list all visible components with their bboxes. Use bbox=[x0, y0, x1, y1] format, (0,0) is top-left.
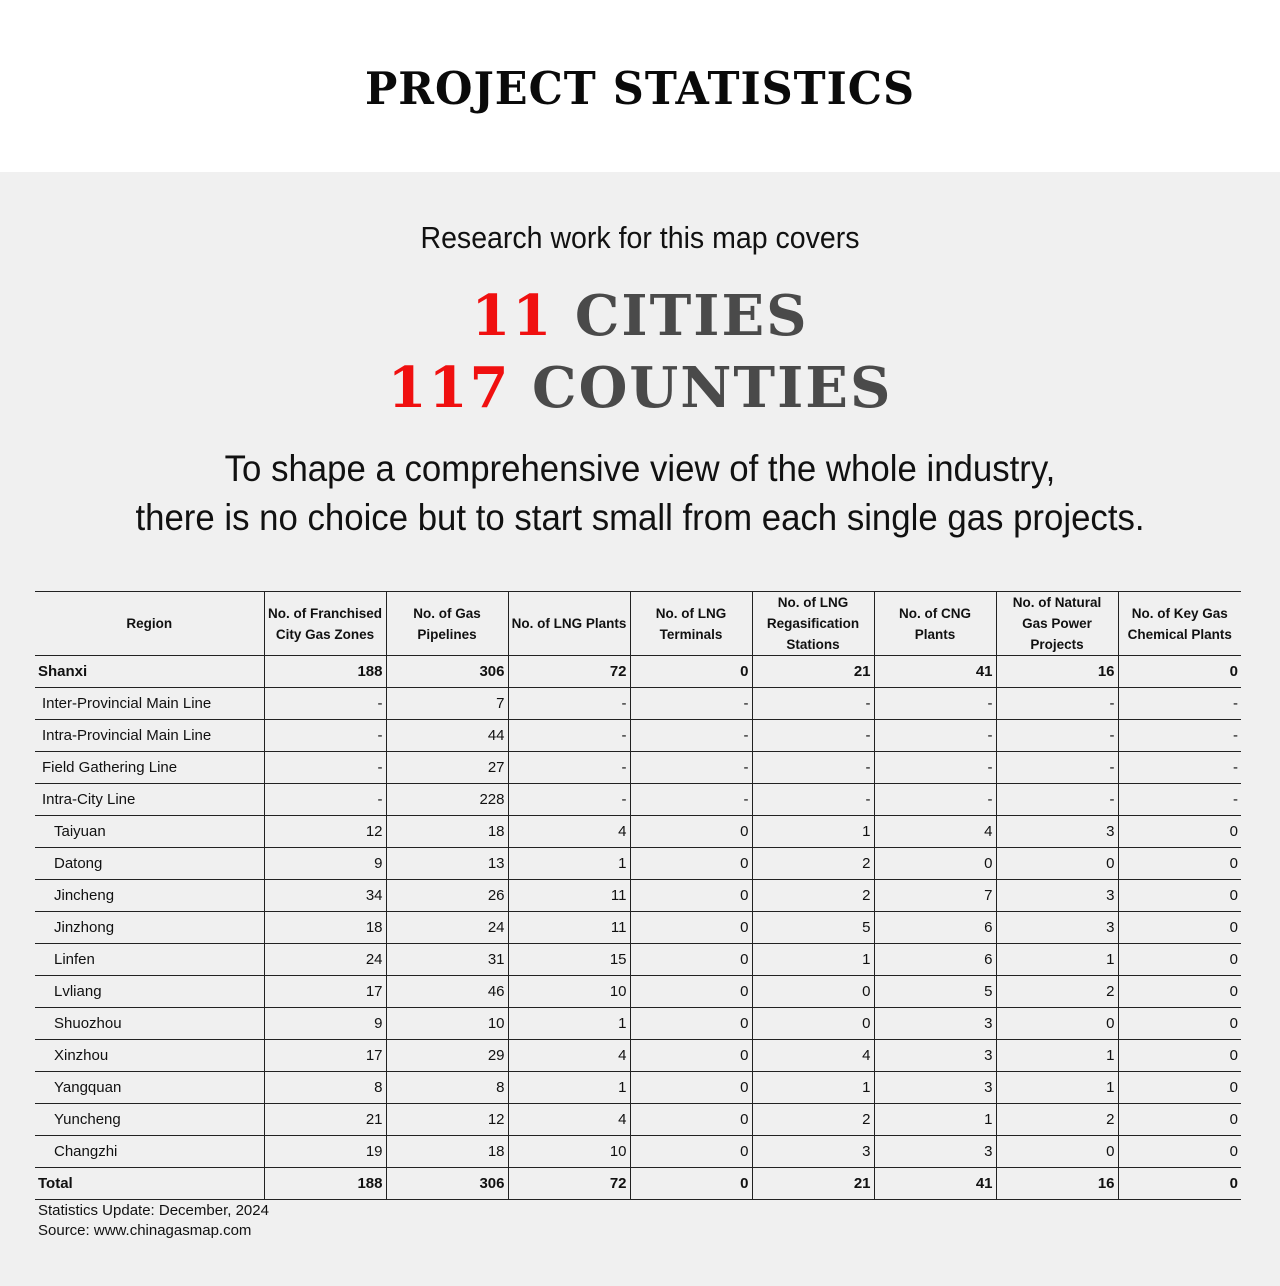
value-cell: 29 bbox=[386, 1040, 508, 1072]
column-header: No. of LNG Terminals bbox=[630, 592, 752, 656]
table-row bbox=[35, 816, 1241, 848]
value-cell: - bbox=[264, 752, 386, 784]
value-cell: 1 bbox=[752, 1072, 874, 1104]
region-cell: Inter-Provincial Main Line bbox=[35, 688, 264, 720]
table-row bbox=[35, 720, 1241, 752]
value-cell: 0 bbox=[630, 1072, 752, 1104]
value-cell: 8 bbox=[264, 1072, 386, 1104]
value-cell: 6 bbox=[874, 944, 996, 976]
value-cell: 0 bbox=[630, 1008, 752, 1040]
column-header: No. of Natural Gas Power Projects bbox=[996, 592, 1118, 656]
value-cell: 0 bbox=[630, 944, 752, 976]
value-cell: 0 bbox=[996, 848, 1118, 880]
coverage-lead-text: Research work for this map covers bbox=[420, 220, 860, 255]
value-cell: - bbox=[630, 720, 752, 752]
counties-label: COUNTIES bbox=[532, 355, 893, 421]
value-cell: 0 bbox=[1118, 1136, 1241, 1168]
value-cell: 41 bbox=[874, 1168, 996, 1200]
value-cell: 11 bbox=[508, 912, 630, 944]
value-cell: 2 bbox=[752, 880, 874, 912]
value-cell: - bbox=[752, 720, 874, 752]
value-cell: 306 bbox=[386, 1168, 508, 1200]
value-cell: 0 bbox=[996, 1008, 1118, 1040]
value-cell: 3 bbox=[996, 912, 1118, 944]
value-cell: 3 bbox=[874, 1136, 996, 1168]
mission-line-1: To shape a comprehensive view of the whole industry, bbox=[224, 448, 1056, 489]
value-cell: 0 bbox=[1118, 1008, 1241, 1040]
value-cell: 0 bbox=[996, 1136, 1118, 1168]
value-cell: 16 bbox=[996, 656, 1118, 688]
value-cell: - bbox=[752, 752, 874, 784]
value-cell: 7 bbox=[874, 880, 996, 912]
region-cell: Field Gathering Line bbox=[35, 752, 264, 784]
value-cell: 17 bbox=[264, 976, 386, 1008]
value-cell: 2 bbox=[996, 1104, 1118, 1136]
region-cell: Shanxi bbox=[35, 656, 264, 688]
column-header: No. of Gas Pipelines bbox=[386, 592, 508, 656]
page-header bbox=[0, 0, 1280, 172]
mission-statement bbox=[0, 444, 1280, 542]
value-cell: 0 bbox=[1118, 816, 1241, 848]
column-header: No. of LNG Plants bbox=[508, 592, 630, 656]
table-row bbox=[35, 976, 1241, 1008]
region-cell: Linfen bbox=[35, 944, 264, 976]
region-cell: Changzhi bbox=[35, 1136, 264, 1168]
value-cell: 15 bbox=[508, 944, 630, 976]
column-header: Region bbox=[35, 592, 264, 656]
value-cell: 24 bbox=[264, 944, 386, 976]
update-note: Statistics Update: December, 2024 bbox=[38, 1202, 269, 1219]
value-cell: 1 bbox=[508, 1072, 630, 1104]
value-cell: 0 bbox=[630, 976, 752, 1008]
value-cell: - bbox=[752, 784, 874, 816]
value-cell: 0 bbox=[630, 656, 752, 688]
counties-count bbox=[0, 355, 1280, 421]
value-cell: 3 bbox=[752, 1136, 874, 1168]
value-cell: - bbox=[264, 784, 386, 816]
value-cell: 10 bbox=[508, 1136, 630, 1168]
value-cell: - bbox=[508, 688, 630, 720]
value-cell: 1 bbox=[752, 944, 874, 976]
source-note: Source: www.chinagasmap.com bbox=[38, 1222, 252, 1239]
value-cell: 18 bbox=[386, 816, 508, 848]
value-cell: 24 bbox=[386, 912, 508, 944]
value-cell: - bbox=[264, 720, 386, 752]
table-row bbox=[35, 848, 1241, 880]
value-cell: 2 bbox=[752, 1104, 874, 1136]
value-cell: 26 bbox=[386, 880, 508, 912]
value-cell: 0 bbox=[1118, 1072, 1241, 1104]
value-cell: 1 bbox=[996, 944, 1118, 976]
value-cell: 2 bbox=[996, 976, 1118, 1008]
statistics-panel bbox=[0, 172, 1280, 1286]
value-cell: 0 bbox=[630, 1168, 752, 1200]
value-cell: 72 bbox=[508, 656, 630, 688]
value-cell: 0 bbox=[630, 848, 752, 880]
table-row bbox=[35, 912, 1241, 944]
value-cell: 0 bbox=[630, 816, 752, 848]
value-cell: 0 bbox=[874, 848, 996, 880]
region-cell: Datong bbox=[35, 848, 264, 880]
value-cell: - bbox=[752, 688, 874, 720]
value-cell: 19 bbox=[264, 1136, 386, 1168]
value-cell: 3 bbox=[874, 1040, 996, 1072]
value-cell: 3 bbox=[996, 816, 1118, 848]
value-cell: 0 bbox=[1118, 1040, 1241, 1072]
value-cell: 1 bbox=[752, 816, 874, 848]
region-cell: Shuozhou bbox=[35, 1008, 264, 1040]
value-cell: 5 bbox=[752, 912, 874, 944]
column-header: No. of Key Gas Chemical Plants bbox=[1118, 592, 1241, 656]
table-footnote bbox=[38, 1201, 269, 1241]
value-cell: - bbox=[996, 720, 1118, 752]
cities-count bbox=[0, 283, 1280, 349]
region-cell: Taiyuan bbox=[35, 816, 264, 848]
value-cell: 11 bbox=[508, 880, 630, 912]
value-cell: 46 bbox=[386, 976, 508, 1008]
value-cell: - bbox=[874, 688, 996, 720]
mission-line-2: there is no choice but to start small from each single gas projects. bbox=[135, 497, 1145, 538]
table-row bbox=[35, 656, 1241, 688]
value-cell: 10 bbox=[508, 976, 630, 1008]
table-row bbox=[35, 1104, 1241, 1136]
table-row bbox=[35, 1136, 1241, 1168]
value-cell: 10 bbox=[386, 1008, 508, 1040]
table-row bbox=[35, 880, 1241, 912]
region-cell: Yangquan bbox=[35, 1072, 264, 1104]
value-cell: 3 bbox=[874, 1008, 996, 1040]
column-header: No. of CNG Plants bbox=[874, 592, 996, 656]
value-cell: 228 bbox=[386, 784, 508, 816]
value-cell: - bbox=[874, 720, 996, 752]
table-body bbox=[35, 656, 1241, 1200]
value-cell: - bbox=[630, 752, 752, 784]
statistics-table bbox=[35, 591, 1241, 1200]
value-cell: 1 bbox=[996, 1072, 1118, 1104]
value-cell: 9 bbox=[264, 848, 386, 880]
table-row bbox=[35, 1072, 1241, 1104]
value-cell: 6 bbox=[874, 912, 996, 944]
table-header-row bbox=[35, 592, 1241, 656]
value-cell: 21 bbox=[752, 656, 874, 688]
value-cell: 1 bbox=[508, 848, 630, 880]
value-cell: - bbox=[996, 688, 1118, 720]
value-cell: 18 bbox=[264, 912, 386, 944]
region-cell: Jincheng bbox=[35, 880, 264, 912]
value-cell: 0 bbox=[630, 912, 752, 944]
value-cell: - bbox=[874, 752, 996, 784]
value-cell: 0 bbox=[630, 1136, 752, 1168]
region-cell: Lvliang bbox=[35, 976, 264, 1008]
column-header: No. of LNG Regasification Stations bbox=[752, 592, 874, 656]
value-cell: - bbox=[508, 752, 630, 784]
value-cell: 44 bbox=[386, 720, 508, 752]
value-cell: 2 bbox=[752, 848, 874, 880]
cities-number: 11 bbox=[471, 283, 554, 349]
value-cell: 7 bbox=[386, 688, 508, 720]
value-cell: - bbox=[996, 752, 1118, 784]
value-cell: 27 bbox=[386, 752, 508, 784]
table-row bbox=[35, 944, 1241, 976]
value-cell: 0 bbox=[630, 1104, 752, 1136]
region-cell: Intra-City Line bbox=[35, 784, 264, 816]
value-cell: 72 bbox=[508, 1168, 630, 1200]
value-cell: 4 bbox=[508, 816, 630, 848]
table-row bbox=[35, 784, 1241, 816]
value-cell: - bbox=[508, 784, 630, 816]
value-cell: 0 bbox=[752, 1008, 874, 1040]
value-cell: 0 bbox=[1118, 880, 1241, 912]
value-cell: 0 bbox=[1118, 944, 1241, 976]
region-cell: Yuncheng bbox=[35, 1104, 264, 1136]
value-cell: 21 bbox=[752, 1168, 874, 1200]
value-cell: 13 bbox=[386, 848, 508, 880]
value-cell: 4 bbox=[874, 816, 996, 848]
value-cell: 0 bbox=[752, 976, 874, 1008]
value-cell: - bbox=[1118, 752, 1241, 784]
value-cell: - bbox=[1118, 784, 1241, 816]
value-cell: 5 bbox=[874, 976, 996, 1008]
value-cell: 34 bbox=[264, 880, 386, 912]
value-cell: 188 bbox=[264, 1168, 386, 1200]
value-cell: 8 bbox=[386, 1072, 508, 1104]
region-cell: Jinzhong bbox=[35, 912, 264, 944]
value-cell: 3 bbox=[996, 880, 1118, 912]
value-cell: - bbox=[996, 784, 1118, 816]
value-cell: 0 bbox=[630, 1040, 752, 1072]
value-cell: - bbox=[264, 688, 386, 720]
value-cell: - bbox=[1118, 688, 1241, 720]
table-row bbox=[35, 688, 1241, 720]
value-cell: - bbox=[508, 720, 630, 752]
table-row bbox=[35, 1040, 1241, 1072]
counties-number: 117 bbox=[387, 355, 511, 421]
value-cell: 16 bbox=[996, 1168, 1118, 1200]
table-row bbox=[35, 1008, 1241, 1040]
value-cell: 1 bbox=[508, 1008, 630, 1040]
region-cell: Total bbox=[35, 1168, 264, 1200]
value-cell: 17 bbox=[264, 1040, 386, 1072]
table-row bbox=[35, 752, 1241, 784]
region-cell: Xinzhou bbox=[35, 1040, 264, 1072]
value-cell: 4 bbox=[508, 1040, 630, 1072]
value-cell: 0 bbox=[1118, 656, 1241, 688]
value-cell: - bbox=[1118, 720, 1241, 752]
value-cell: - bbox=[630, 784, 752, 816]
value-cell: 12 bbox=[386, 1104, 508, 1136]
value-cell: 12 bbox=[264, 816, 386, 848]
cities-label: CITIES bbox=[574, 283, 809, 349]
value-cell: 306 bbox=[386, 656, 508, 688]
value-cell: - bbox=[630, 688, 752, 720]
value-cell: 18 bbox=[386, 1136, 508, 1168]
value-cell: 0 bbox=[1118, 848, 1241, 880]
value-cell: 31 bbox=[386, 944, 508, 976]
value-cell: 9 bbox=[264, 1008, 386, 1040]
value-cell: 1 bbox=[874, 1104, 996, 1136]
value-cell: - bbox=[874, 784, 996, 816]
column-header: No. of Franchised City Gas Zones bbox=[264, 592, 386, 656]
value-cell: 3 bbox=[874, 1072, 996, 1104]
value-cell: 41 bbox=[874, 656, 996, 688]
page-title: PROJECT STATISTICS bbox=[364, 62, 916, 116]
value-cell: 4 bbox=[508, 1104, 630, 1136]
value-cell: 0 bbox=[630, 880, 752, 912]
value-cell: 0 bbox=[1118, 976, 1241, 1008]
value-cell: 0 bbox=[1118, 1104, 1241, 1136]
value-cell: 188 bbox=[264, 656, 386, 688]
table-row bbox=[35, 1168, 1241, 1200]
value-cell: 1 bbox=[996, 1040, 1118, 1072]
value-cell: 0 bbox=[1118, 912, 1241, 944]
region-cell: Intra-Provincial Main Line bbox=[35, 720, 264, 752]
value-cell: 0 bbox=[1118, 1168, 1241, 1200]
value-cell: 21 bbox=[264, 1104, 386, 1136]
value-cell: 4 bbox=[752, 1040, 874, 1072]
